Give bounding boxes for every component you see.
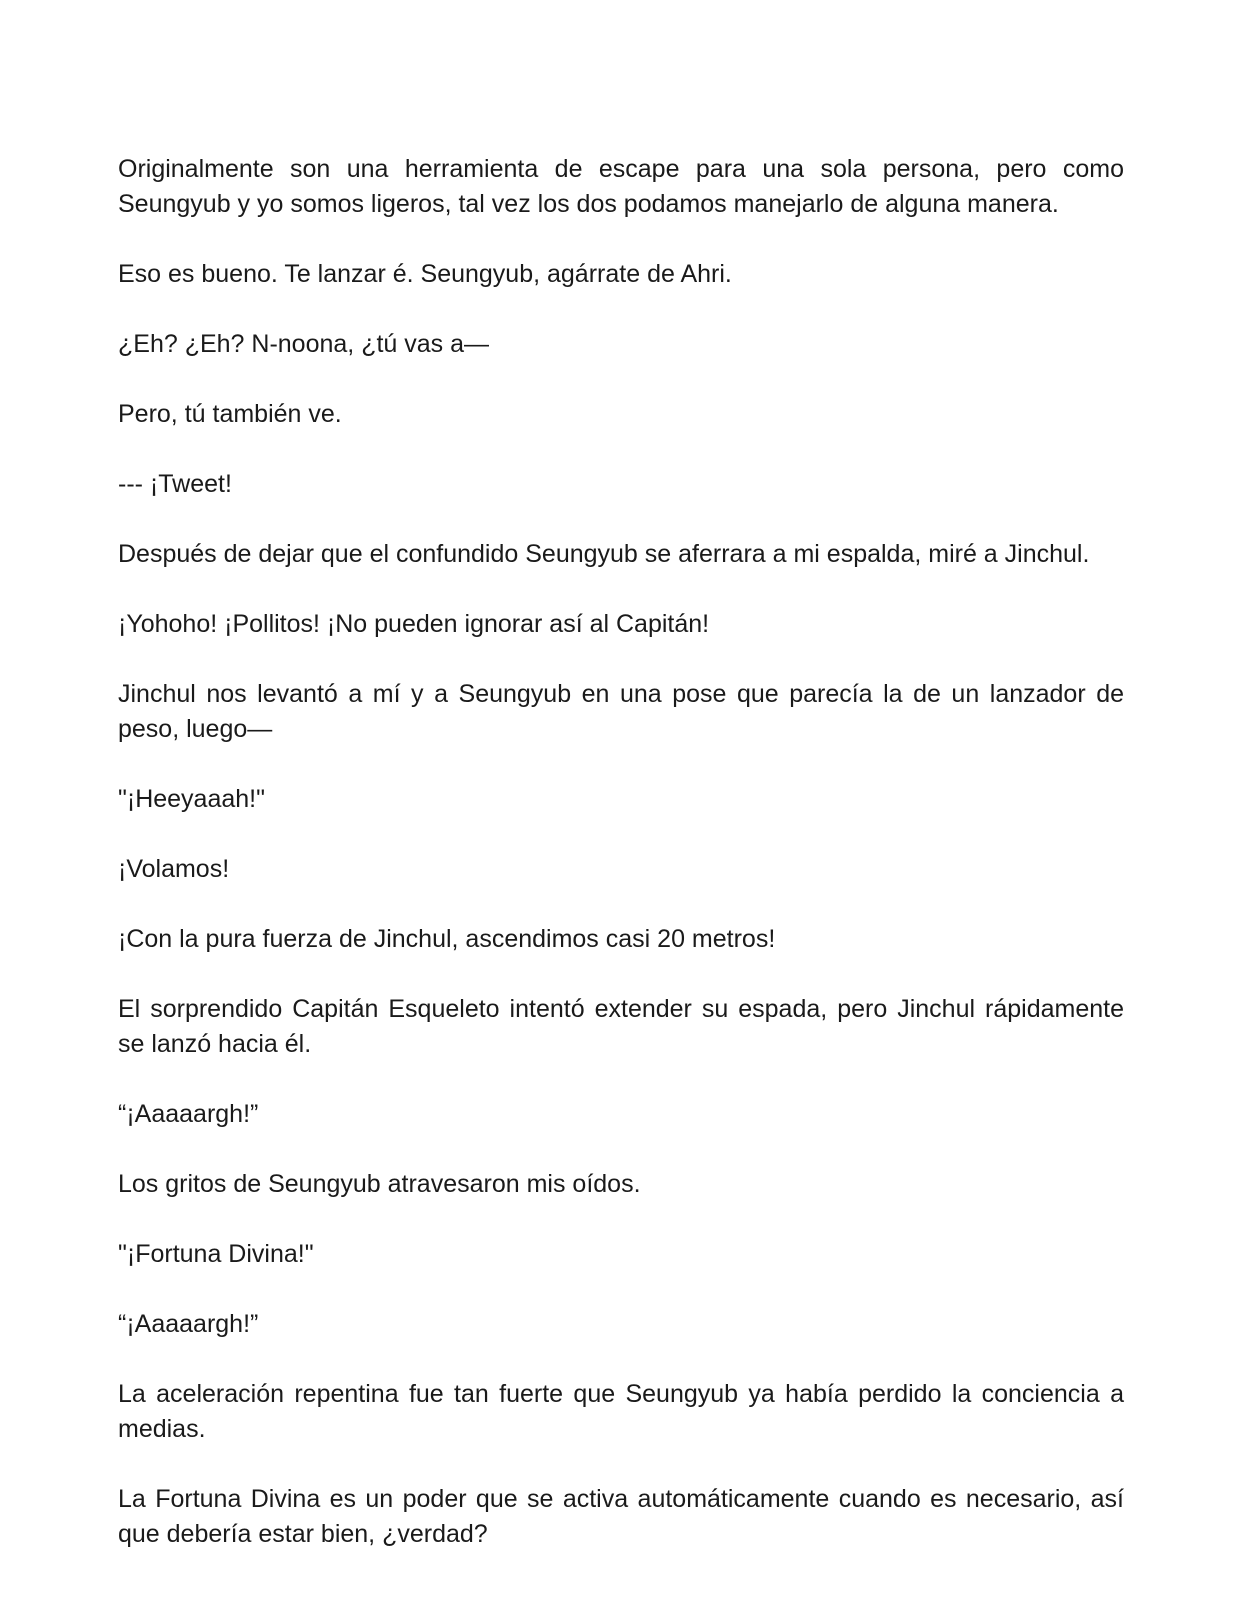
paragraph-13: “¡Aaaaargh!” <box>118 1100 259 1128</box>
paragraph-6: Después de dejar que el confundido Seungyub se aferrara a mi espalda, miré a Jinchul. <box>118 540 1090 568</box>
paragraph-18: La Fortuna Divina es un poder que se activa automáticamente cuando es necesario, así que debería estar bien, ¿verdad? <box>118 1485 1124 1548</box>
paragraph-16: “¡Aaaaargh!” <box>118 1310 259 1338</box>
paragraph-12: El sorprendido Capitán Esqueleto intentó extender su espada, pero Jinchul rápidamente se lanzó hacia él. <box>118 995 1124 1058</box>
paragraph-15: "¡Fortuna Divina!" <box>118 1240 314 1268</box>
paragraph-1: Originalmente son una herramienta de escape para una sola persona, pero como Seungyub y yo somos ligeros, tal vez los dos podamos manejarlo de alguna manera. <box>118 155 1124 218</box>
paragraph-10: ¡Volamos! <box>118 855 230 883</box>
paragraph-7: ¡Yohoho! ¡Pollitos! ¡No pueden ignorar así al Capitán! <box>118 610 710 638</box>
paragraph-14: Los gritos de Seungyub atravesaron mis oídos. <box>118 1170 641 1198</box>
paragraph-5: --- ¡Tweet! <box>118 470 232 498</box>
document-page <box>118 152 1124 1552</box>
paragraph-9: "¡Heeyaaah!" <box>118 785 265 813</box>
paragraph-11: ¡Con la pura fuerza de Jinchul, ascendimos casi 20 metros! <box>118 925 776 953</box>
paragraph-3: ¿Eh? ¿Eh? N-noona, ¿tú vas a— <box>118 330 490 358</box>
paragraph-8: Jinchul nos levantó a mí y a Seungyub en una pose que parecía la de un lanzador de peso, luego— <box>118 680 1124 743</box>
paragraph-4: Pero, tú también ve. <box>118 400 342 428</box>
paragraph-2: Eso es bueno. Te lanzar é. Seungyub, agárrate de Ahri. <box>118 260 732 288</box>
paragraph-17: La aceleración repentina fue tan fuerte que Seungyub ya había perdido la conciencia a medias. <box>118 1380 1124 1443</box>
